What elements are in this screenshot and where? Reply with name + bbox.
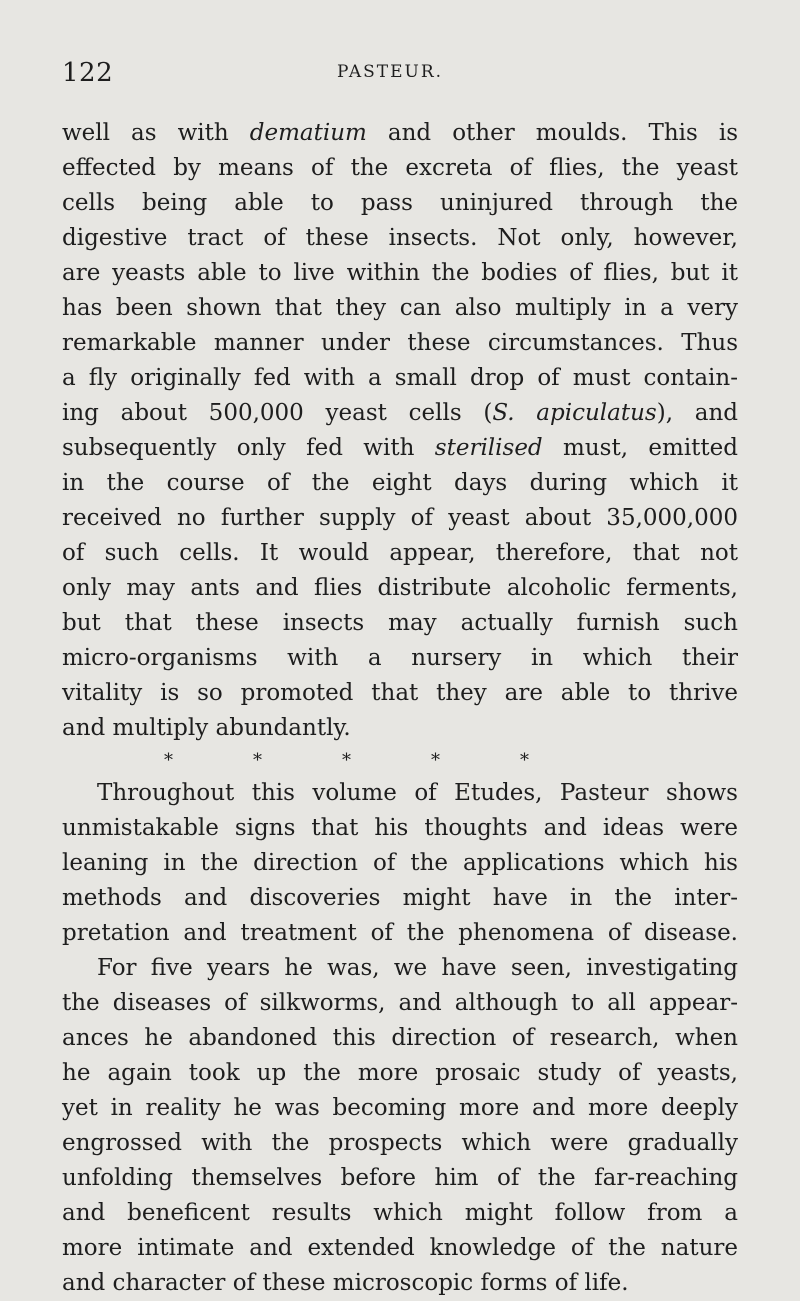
section-separator	[62, 746, 738, 776]
text-line: unmistakable signs that his thoughts and ideas were	[62, 815, 738, 841]
italic-term: dematium	[249, 120, 367, 146]
text-line: For five years he was, we have seen, investigating	[97, 955, 738, 981]
asterisk: *	[520, 750, 529, 771]
text-line: engrossed with the prospects which were gradually	[62, 1130, 738, 1156]
text-line: he again took up the more prosaic study of yeasts,	[62, 1060, 738, 1086]
text-line: more intimate and extended knowledge of the nature	[62, 1235, 738, 1261]
text-line: unfolding themselves before him of the far-reaching	[62, 1165, 738, 1191]
running-title: PASTEUR.	[337, 62, 444, 82]
text-line: ances he abandoned this direction of research, when	[62, 1025, 738, 1051]
text-line: digestive tract of these insects. Not only, however,	[62, 225, 738, 251]
text-line: in the course of the eight days during which it	[62, 470, 738, 496]
text-line: received no further supply of yeast about 35,000,000	[62, 505, 738, 531]
text-line: the diseases of silkworms, and although to all appear-	[62, 990, 738, 1016]
text-line: and character of these microscopic forms of life.	[62, 1270, 629, 1296]
page-number: 122	[62, 58, 114, 88]
text-line: only may ants and flies distribute alcoholic ferments,	[62, 575, 738, 601]
text-line: are yeasts able to live within the bodies of flies, but it	[62, 260, 738, 286]
text-line: of such cells. It would appear, therefore, that not	[62, 540, 738, 566]
text-line: pretation and treatment of the phenomena of disease.	[62, 920, 738, 946]
asterisk: *	[253, 750, 262, 771]
italic-term: S. apiculatus	[492, 400, 657, 426]
text-line: and multiply abundantly.	[62, 715, 351, 741]
text-line: well as with dematium and other moulds. This is	[62, 120, 738, 146]
running-head	[62, 58, 738, 98]
asterisk: *	[164, 750, 173, 771]
text-line: a fly originally fed with a small drop of must contain-	[62, 365, 738, 391]
text-line: effected by means of the excreta of flies, the yeast	[62, 155, 738, 181]
asterisk: *	[342, 750, 351, 771]
paragraph-2	[62, 776, 738, 1301]
text-line: and beneficent results which might follow from a	[62, 1200, 738, 1226]
asterisk: *	[431, 750, 440, 771]
text-line: ing about 500,000 yeast cells (S. apiculatus), and	[62, 400, 738, 426]
text-line: has been shown that they can also multiply in a very	[62, 295, 738, 321]
text-line: micro-organisms with a nursery in which their	[62, 645, 738, 671]
text-line: Throughout this volume of Etudes, Pasteur shows	[97, 780, 738, 806]
paragraph-1	[62, 116, 738, 746]
text-line: yet in reality he was becoming more and more deeply	[62, 1095, 738, 1121]
text-line: leaning in the direction of the applications which his	[62, 850, 738, 876]
body-text	[62, 116, 738, 1301]
text-line: vitality is so promoted that they are able to thrive	[62, 680, 738, 706]
text-line: cells being able to pass uninjured through the	[62, 190, 738, 216]
text-line: methods and discoveries might have in the inter-	[62, 885, 738, 911]
text-line: remarkable manner under these circumstances. Thus	[62, 330, 738, 356]
text-line: subsequently only fed with sterilised must, emitted	[62, 435, 738, 461]
text-line: but that these insects may actually furnish such	[62, 610, 738, 636]
italic-term: sterilised	[434, 435, 543, 461]
